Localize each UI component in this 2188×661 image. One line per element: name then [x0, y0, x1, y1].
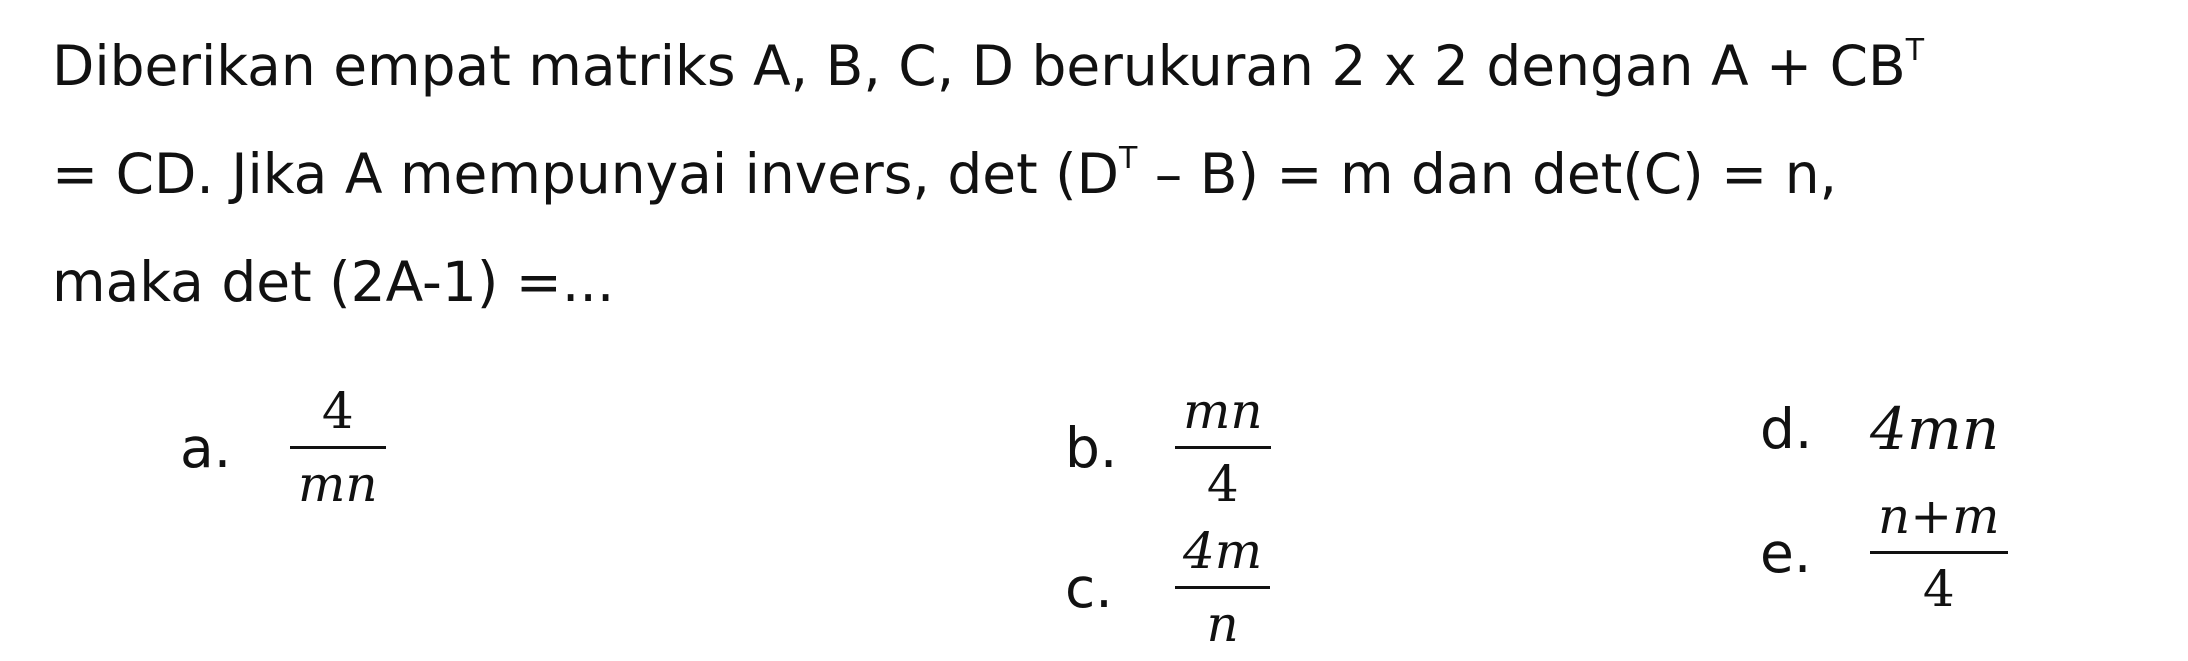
fraction-bar [1175, 446, 1271, 449]
question-line-3 [52, 228, 2162, 336]
option-e-fraction [1870, 485, 2008, 620]
question-line-1-text: Diberikan empat matriks A, B, C, D berukuran 2 x 2 dengan A + CB [52, 34, 1906, 98]
option-c[interactable] [1065, 520, 1270, 655]
option-e-numerator: n+m [1878, 487, 2000, 545]
question-line-2-part-2: – B) = m dan det(C) = n, [1137, 142, 1838, 206]
option-a-numerator: 4 [321, 382, 354, 440]
option-a-letter: a. [180, 415, 232, 480]
option-d-expression: 4mn [1870, 395, 2000, 463]
option-b-numerator: mn [1183, 382, 1263, 440]
option-c-fraction [1175, 520, 1270, 655]
question-line-2-part-1: = CD. Jika A mempunyai invers, det (D [52, 142, 1119, 206]
option-d[interactable] [1760, 395, 1999, 463]
option-e[interactable] [1760, 485, 2008, 620]
option-c-letter: c. [1065, 555, 1113, 620]
option-b-fraction [1175, 380, 1271, 515]
option-b[interactable] [1065, 380, 1271, 515]
option-a-fraction [290, 380, 386, 515]
option-b-letter: b. [1065, 415, 1118, 480]
fraction-bar [290, 446, 386, 449]
option-e-letter: e. [1760, 520, 1812, 585]
option-a-denominator: mn [298, 455, 378, 513]
option-c-denominator: n [1206, 595, 1239, 653]
option-e-denominator: 4 [1922, 560, 1955, 618]
option-a[interactable] [180, 380, 386, 515]
option-d-letter: d. [1760, 397, 1813, 461]
question-text [52, 12, 2162, 336]
option-b-denominator: 4 [1206, 455, 1239, 513]
question-line-2 [52, 120, 2162, 228]
option-c-numerator: 4m [1183, 522, 1263, 580]
transpose-superscript: T [1905, 32, 1925, 68]
fraction-bar [1175, 586, 1270, 589]
question-line-3-text: maka det (2A-1) =... [52, 250, 615, 314]
question-line-1 [52, 12, 2162, 120]
transpose-superscript: T [1118, 140, 1138, 176]
fraction-bar [1870, 551, 2008, 554]
